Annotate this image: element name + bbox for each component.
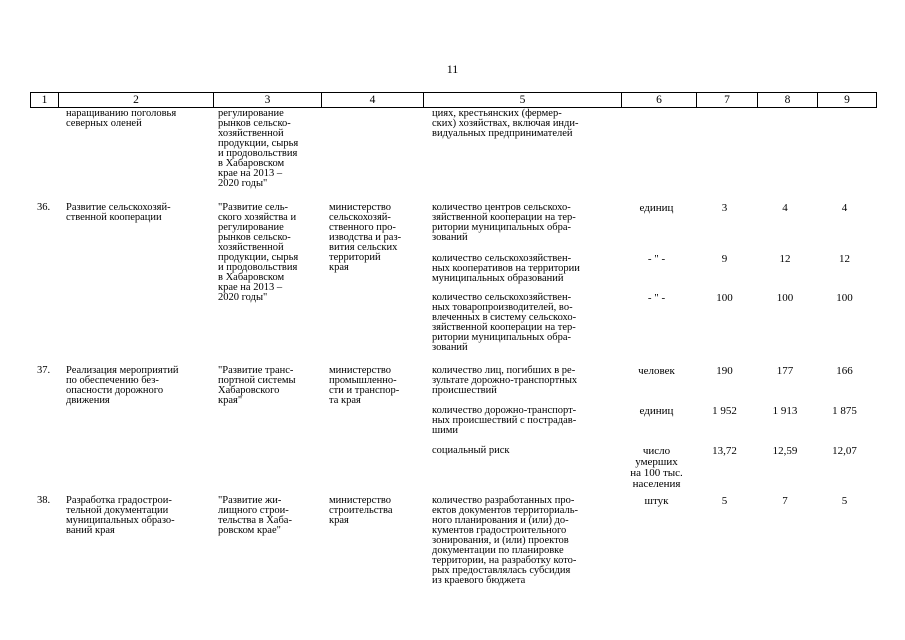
row-name: Развитие сельскохозяй- ственной кооперации	[66, 202, 171, 223]
value-col7: 5	[721, 495, 728, 507]
value-col9: 4	[841, 202, 848, 214]
value-col8: 177	[776, 365, 794, 377]
indicator-text: количество лиц, погибших в ре- зультате дорожно-транспортных происшествий	[432, 365, 578, 396]
indicator-unit: - " -	[647, 292, 666, 304]
value-col9: 5	[841, 495, 848, 507]
column-header: 3	[214, 93, 322, 108]
value-col9: 12,07	[832, 445, 857, 457]
row-program: "Развитие жи- лищного строи- тельства в Хаба- ровском крае"	[218, 495, 292, 536]
indicator-text: количество разработанных про- ектов документов территориаль- ного планирования и (или) до- кументов градостроительного зонирования, и (или) проектов документации по планировке территории, на разработку кото- рых предоставлялась субсидия из краевого бюджета	[432, 495, 578, 586]
row-name: Разработка градострои- тельной документации муниципальных образо- ваний края	[66, 495, 175, 536]
row-number: 37.	[37, 365, 51, 376]
row-responsible: министерство сельскохозяй- ственного про- изводства и раз- вития сельских территорий края	[329, 202, 402, 273]
value-col8: 12	[779, 253, 791, 265]
value-col7: 3	[721, 202, 728, 214]
indicator-unit: единиц	[639, 405, 674, 417]
value-col8: 7	[782, 495, 788, 507]
column-header: 5	[424, 93, 622, 108]
column-header: 7	[697, 93, 758, 108]
row-number: 38.	[37, 495, 51, 506]
value-col8: 1 913	[772, 405, 798, 417]
row-program: "Развитие транс- портной системы Хабаровского края"	[218, 365, 296, 406]
indicator-text: циях, крестьянских (фермер- ских) хозяйствах, включая инди- видуальных предпринимателей	[432, 108, 579, 139]
column-header: 6	[622, 93, 697, 108]
row-number: 36.	[37, 202, 51, 213]
indicator-unit: штук	[644, 495, 669, 507]
column-header: 8	[758, 93, 818, 108]
value-col7: 9	[721, 253, 728, 265]
value-col7: 190	[716, 365, 733, 377]
row-name: наращиванию поголовья северных оленей	[66, 108, 177, 129]
value-col9: 166	[836, 365, 853, 377]
indicator-text: количество дорожно-транспорт- ных происшествий с пострадав- шими	[432, 405, 577, 436]
indicator-unit: - " -	[647, 253, 666, 265]
column-header: 2	[59, 93, 214, 108]
indicator-unit: человек	[638, 365, 675, 377]
column-header: 1	[31, 93, 59, 108]
value-col8: 12,59	[772, 445, 798, 457]
value-col8: 100	[776, 292, 794, 304]
row-responsible: министерство строительства края	[329, 495, 393, 526]
value-col7: 100	[716, 292, 733, 304]
indicator-text: социальный риск	[432, 445, 510, 456]
column-header: 9	[818, 93, 877, 108]
indicator-text: количество центров сельскохо- зяйственной кооперации на тер- ритории муниципальных обра- зований	[432, 202, 576, 243]
page-number: 11	[446, 62, 459, 76]
value-col9: 100	[836, 292, 853, 304]
value-col9: 1 875	[832, 405, 857, 417]
indicator-text: количество сельскохозяйствен- ных товаропроизводителей, во- влеченных в систему сельскохо- зяйственной кооперации на тер- ритории муниципальных обра- зований	[432, 292, 577, 353]
row-name: Реализация мероприятий по обеспечению без- опасности дорожного движения	[66, 365, 179, 406]
row-program: "Развитие сель- ского хозяйства и регулирование рынков сельско- хозяйственной продукции, сырья и продовольствия в Хабаровском крае на 2013 – 2020 годы"	[218, 202, 299, 303]
value-col7: 1 952	[712, 405, 737, 417]
indicator-unit: единиц	[639, 202, 674, 214]
row-program: регулирование рынков сельско- хозяйственной продукции, сырья и продовольствия в Хабаровском крае на 2013 – 2020 годы"	[218, 108, 299, 189]
indicator-unit: число умерших на 100 тыс. населения	[630, 445, 683, 490]
column-header-row	[30, 92, 877, 108]
indicator-text: количество сельскохозяйствен- ных кооперативов на территории муниципальных образований	[432, 253, 580, 284]
column-header: 4	[322, 93, 424, 108]
value-col8: 4	[782, 202, 788, 214]
row-responsible: министерство промышленно- сти и транспор- та края	[329, 365, 400, 406]
value-col9: 12	[839, 253, 850, 265]
value-col7: 13,72	[712, 445, 737, 457]
